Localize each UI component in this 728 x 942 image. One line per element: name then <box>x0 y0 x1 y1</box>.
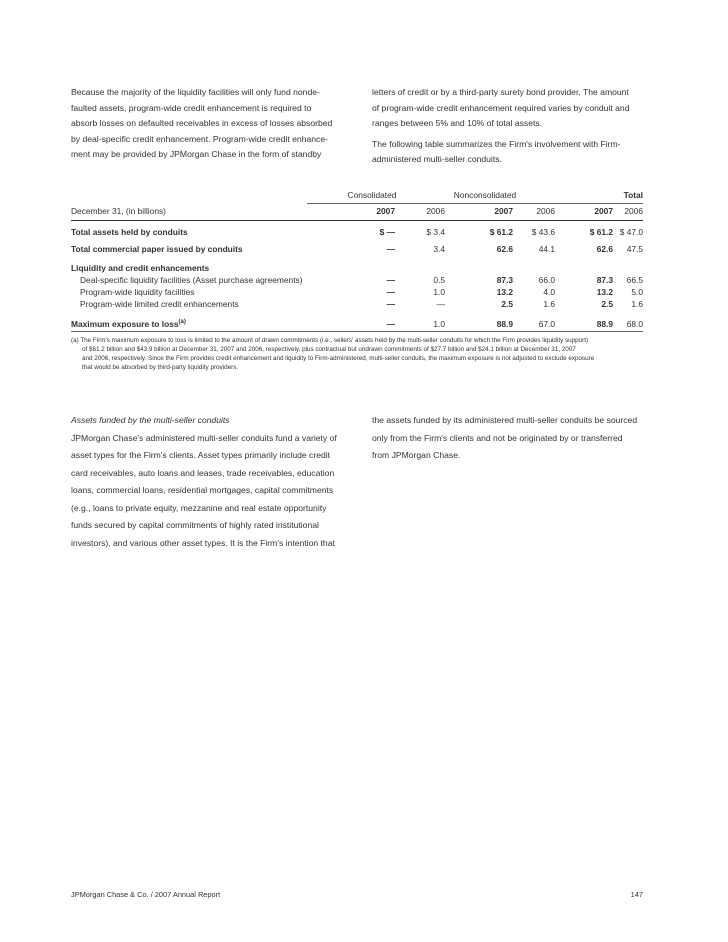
text-line: ranges between 5% and 10% of total assets. <box>372 118 543 129</box>
intro-paragraph-right <box>372 85 647 168</box>
row-label: Program-wide liquidity facilities <box>80 287 195 297</box>
text-line: letters of credit or by a third-party surety bond provider. The amount <box>372 87 629 97</box>
cell-value: 2.5 <box>601 299 613 309</box>
row-label: Total assets held by conduits <box>71 227 188 237</box>
text-line: loans, commercial loans, residential mortgages, capital commitments <box>71 485 334 495</box>
header-rule <box>71 220 643 221</box>
cell-value: 66.0 <box>538 275 555 285</box>
group-header-consolidated: Consolidated <box>347 190 397 200</box>
text-line: only from the Firm's clients and not be originated by or transferred <box>372 432 623 443</box>
cell-value: $ 3.4 <box>426 227 445 237</box>
text-line: card receivables, auto loans and leases, trade receivables, education <box>71 467 335 478</box>
cell-value: — <box>386 299 395 309</box>
cell-value: 5.0 <box>631 287 643 297</box>
column-header-total-2007: 2007 <box>594 206 613 216</box>
page-number: 147 <box>630 890 643 899</box>
text-line: Because the majority of the liquidity facilities will only fund nonde- <box>71 87 320 97</box>
cell-value: 3.4 <box>433 244 445 254</box>
max-exposure-label-text: Maximum exposure to loss <box>71 319 179 329</box>
row-label <box>71 319 186 329</box>
cell-value: 87.3 <box>496 275 513 285</box>
cell-value: 68.0 <box>626 319 643 329</box>
assets-funded-continued <box>372 412 647 465</box>
cell-value: $ 47.0 <box>619 227 643 237</box>
cell-value: — <box>386 319 395 329</box>
cell-value: 1.0 <box>433 319 445 329</box>
cell-value: 2.5 <box>501 299 513 309</box>
text-line: faulted assets, program-wide credit enhancement is required to <box>71 102 312 113</box>
cell-value: — <box>436 299 445 309</box>
cell-value: 88.9 <box>596 319 613 329</box>
column-header-label: December 31, (in billions) <box>71 206 166 216</box>
text-line: administered multi-seller conduits. <box>372 154 502 165</box>
column-header-consolidated-2007: 2007 <box>376 206 395 216</box>
cell-value: 44.1 <box>538 244 555 254</box>
footnote-line: that would be absorbed by third-party liquidity providers. <box>82 364 239 371</box>
table-bottom-rule <box>71 331 643 332</box>
table-row <box>71 244 643 258</box>
column-header-total-2006: 2006 <box>624 206 643 216</box>
table-row <box>71 227 643 241</box>
column-header-nonconsolidated-2007: 2007 <box>494 206 513 216</box>
cell-value: 1.6 <box>631 299 643 309</box>
text-line: asset types for the Firm's clients. Asset types primarily include credit <box>71 450 331 460</box>
table-row <box>71 275 643 287</box>
cell-value: 88.9 <box>496 319 513 329</box>
text-line: investors), and various other asset types. It is the Firm's intention that <box>71 537 335 548</box>
cell-value: 13.2 <box>496 287 513 297</box>
cell-value: 62.6 <box>496 244 513 254</box>
section-body <box>71 430 346 553</box>
cell-value: 0.5 <box>433 275 445 285</box>
text-line: by deal-specific credit enhancement. Program-wide credit enhance- <box>71 133 328 144</box>
table-column-header-row <box>71 206 643 220</box>
conduits-table <box>71 190 643 333</box>
cell-value: $ 61.2 <box>489 227 513 237</box>
cell-value: 67.0 <box>538 319 555 329</box>
cell-value: 87.3 <box>596 275 613 285</box>
table-footnote <box>71 336 643 372</box>
text-line: absorb losses on defaulted receivables in excess of losses absorbed <box>71 118 333 129</box>
table-group-header-row <box>71 190 643 204</box>
row-label: Program-wide limited credit enhancements <box>80 299 239 309</box>
cell-value: 13.2 <box>596 287 613 297</box>
table-section-heading <box>71 263 643 275</box>
text-line: The following table summarizes the Firm's involvement with Firm- <box>372 138 621 149</box>
row-label: Total commercial paper issued by conduits <box>71 244 243 254</box>
cell-value: 1.0 <box>433 287 445 297</box>
section-heading: Assets funded by the multi-seller conduits <box>71 415 230 425</box>
cell-value: — <box>386 287 395 297</box>
text-line: of program-wide credit enhancement required varies by conduit and <box>372 102 630 113</box>
text-line: funds secured by capital commitments of highly rated institutional <box>71 520 319 530</box>
cell-value: 66.5 <box>626 275 643 285</box>
text-line: (e.g., loans to private equity, mezzanine and real estate opportunity <box>71 502 327 513</box>
cell-value: $ 61.2 <box>589 227 613 237</box>
assets-funded-section <box>71 412 346 552</box>
column-header-nonconsolidated-2006: 2006 <box>536 206 555 216</box>
text-line: JPMorgan Chase's administered multi-seller conduits fund a variety of <box>71 432 337 443</box>
cell-value: — <box>386 244 395 254</box>
footnote-marker: (a) <box>178 319 186 326</box>
section-label: Liquidity and credit enhancements <box>71 263 210 273</box>
footnote-line: of $61.2 billion and $43.9 billion at December 31, 2007 and 2006, respectively, plus contractual but undrawn commitments of $27.7 billion and $24.1 billion at December 31, 2007 <box>82 346 576 353</box>
text-line: ment may be provided by JPMorgan Chase in the form of standby <box>71 149 322 160</box>
table-row <box>71 299 643 311</box>
row-label: Deal-specific liquidity facilities (Asset purchase agreements) <box>80 275 303 285</box>
column-header-consolidated-2006: 2006 <box>426 206 445 216</box>
footnote-line: (a) The Firm's maximum exposure to loss is limited to the amount of drawn commitments (i.e., sellers' assets held by the multi-seller conduits for which the Firm provides liquidity support) <box>71 337 589 344</box>
cell-value: 47.5 <box>626 244 643 254</box>
cell-value: — <box>386 275 395 285</box>
cell-value: 62.6 <box>596 244 613 254</box>
cell-value: $ 43.6 <box>531 227 555 237</box>
group-header-rule <box>307 203 643 204</box>
footer-report-title: JPMorgan Chase & Co. / 2007 Annual Report <box>71 890 221 899</box>
cell-value: $ — <box>379 227 395 237</box>
table-row <box>71 287 643 299</box>
text-line: from JPMorgan Chase. <box>372 450 461 460</box>
footnote-line: and 2006, respectively. Since the Firm provides credit enhancement and liquidity to Firm-administered, multi-seller conduits, the maximum exposure is not adjusted to exclude exposure <box>82 355 595 362</box>
cell-value: 1.6 <box>543 299 555 309</box>
group-header-nonconsolidated: Nonconsolidated <box>453 190 517 200</box>
group-header-total: Total <box>623 190 643 200</box>
cell-value: 4.0 <box>543 287 555 297</box>
intro-paragraph-left <box>71 85 346 163</box>
text-line: the assets funded by its administered multi-seller conduits be sourced <box>372 415 638 425</box>
